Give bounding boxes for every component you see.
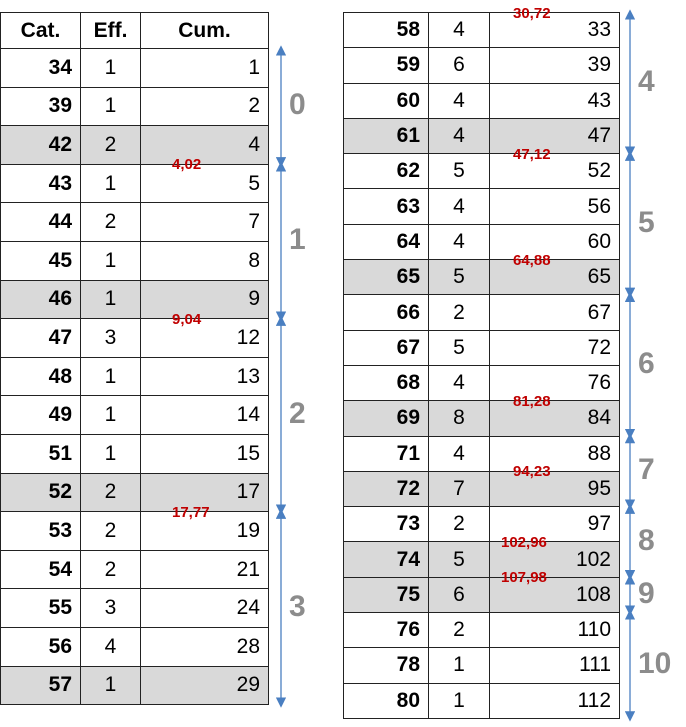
cat-cell: 55 [1,589,81,628]
cat-cell: 51 [1,434,81,473]
cum-cell: 111 [490,648,620,683]
eff-cell: 5 [429,330,490,365]
eff-cell: 1 [81,666,141,705]
cat-cell: 63 [344,189,429,224]
eff-cell: 1 [81,87,141,126]
cat-cell: 46 [1,280,81,319]
eff-cell: 1 [81,434,141,473]
eff-cell: 4 [429,224,490,259]
eff-cell: 4 [429,436,490,471]
cum-cell: 33 [490,13,620,48]
cum-cell: 65 [490,260,620,295]
eff-cell: 2 [81,550,141,589]
eff-cell: 1 [81,396,141,435]
eff-cell: 4 [429,365,490,400]
cat-cell: 52 [1,473,81,512]
eff-cell: 1 [429,683,490,718]
eff-cell: 1 [81,164,141,203]
boundary-note: 9,04 [172,310,202,328]
cat-cell: 69 [344,401,429,436]
cum-cell: 1 [141,49,269,88]
group-label: 1 [289,223,306,257]
cum-cell: 5 [141,164,269,203]
cum-cell: 56 [490,189,620,224]
cum-cell: 9 [141,280,269,319]
eff-cell: 1 [81,241,141,280]
cum-cell: 17 [141,473,269,512]
cat-cell: 64 [344,224,429,259]
cum-cell: 15 [141,434,269,473]
cum-cell: 13 [141,357,269,396]
boundary-note: 81,28 [513,392,551,410]
cum-cell: 39 [490,48,620,83]
cat-cell: 72 [344,471,429,506]
eff-cell: 5 [429,542,490,577]
boundary-note: 94,23 [513,463,551,481]
group-label: 3 [289,590,306,624]
cum-cell: 7 [141,203,269,242]
eff-cell: 2 [429,613,490,648]
eff-cell: 1 [81,49,141,88]
eff-cell: 5 [429,154,490,189]
cum-cell: 112 [490,683,620,718]
cum-cell: 29 [141,666,269,705]
header-cat: Cat. [1,13,81,49]
cat-cell: 76 [344,613,429,648]
cum-cell: 14 [141,396,269,435]
cum-cell: 8 [141,241,269,280]
cat-cell: 53 [1,512,81,551]
group-label: 0 [289,88,306,122]
cum-cell: 43 [490,83,620,118]
cat-cell: 59 [344,48,429,83]
eff-cell: 2 [429,295,490,330]
eff-cell: 4 [429,118,490,153]
eff-cell: 4 [429,189,490,224]
cum-cell: 95 [490,471,620,506]
eff-cell: 2 [429,507,490,542]
cat-cell: 66 [344,295,429,330]
group-label: 8 [638,523,655,557]
cum-cell: 24 [141,589,269,628]
cat-cell: 49 [1,396,81,435]
boundary-note: 4,02 [172,156,202,174]
eff-cell: 3 [81,319,141,358]
cat-cell: 47 [1,319,81,358]
cat-cell: 74 [344,542,429,577]
eff-cell: 2 [81,473,141,512]
group-label: 4 [638,65,655,99]
cum-cell: 108 [490,577,620,612]
header-eff: Eff. [81,13,141,49]
group-label: 7 [638,453,655,487]
boundary-note: 102,96 [501,533,547,551]
cat-cell: 62 [344,154,429,189]
cum-cell: 84 [490,401,620,436]
eff-cell: 7 [429,471,490,506]
cum-cell: 4 [141,126,269,165]
boundary-note: 17,77 [172,503,210,521]
eff-cell: 4 [429,83,490,118]
boundary-note: 30,72 [513,4,551,22]
boundary-note: 47,12 [513,145,551,163]
boundary-note: 107,98 [501,569,547,587]
cat-cell: 80 [344,683,429,718]
cat-cell: 34 [1,49,81,88]
header-cum: Cum. [141,13,269,49]
cum-cell: 19 [141,512,269,551]
eff-cell: 4 [429,13,490,48]
cum-cell: 76 [490,365,620,400]
cat-cell: 60 [344,83,429,118]
cum-cell: 67 [490,295,620,330]
cat-cell: 73 [344,507,429,542]
boundary-note: 64,88 [513,251,551,269]
cat-cell: 39 [1,87,81,126]
cum-cell: 72 [490,330,620,365]
cum-cell: 12 [141,319,269,358]
eff-cell: 6 [429,577,490,612]
eff-cell: 1 [81,280,141,319]
cum-cell: 21 [141,550,269,589]
cat-cell: 65 [344,260,429,295]
cum-cell: 2 [141,87,269,126]
eff-cell: 1 [429,648,490,683]
group-label: 9 [638,576,655,610]
group-label: 6 [638,347,655,381]
cat-cell: 57 [1,666,81,705]
eff-cell: 2 [81,512,141,551]
cum-cell: 97 [490,507,620,542]
cum-cell: 102 [490,542,620,577]
cat-cell: 61 [344,118,429,153]
group-label: 10 [638,647,672,681]
eff-cell: 6 [429,48,490,83]
cat-cell: 48 [1,357,81,396]
cat-cell: 67 [344,330,429,365]
cat-cell: 71 [344,436,429,471]
eff-cell: 1 [81,357,141,396]
cat-cell: 44 [1,203,81,242]
eff-cell: 8 [429,401,490,436]
eff-cell: 4 [81,627,141,666]
cat-cell: 58 [344,13,429,48]
group-label: 5 [638,206,655,240]
group-label: 2 [289,397,306,431]
cat-cell: 78 [344,648,429,683]
cum-cell: 28 [141,627,269,666]
eff-cell: 2 [81,203,141,242]
cum-cell: 88 [490,436,620,471]
cum-cell: 52 [490,154,620,189]
cat-cell: 45 [1,241,81,280]
cat-cell: 54 [1,550,81,589]
eff-cell: 2 [81,126,141,165]
cat-cell: 43 [1,164,81,203]
cat-cell: 68 [344,365,429,400]
cat-cell: 42 [1,126,81,165]
cum-cell: 47 [490,118,620,153]
eff-cell: 3 [81,589,141,628]
cat-cell: 75 [344,577,429,612]
cum-cell: 110 [490,613,620,648]
cum-cell: 60 [490,224,620,259]
eff-cell: 5 [429,260,490,295]
cat-cell: 56 [1,627,81,666]
